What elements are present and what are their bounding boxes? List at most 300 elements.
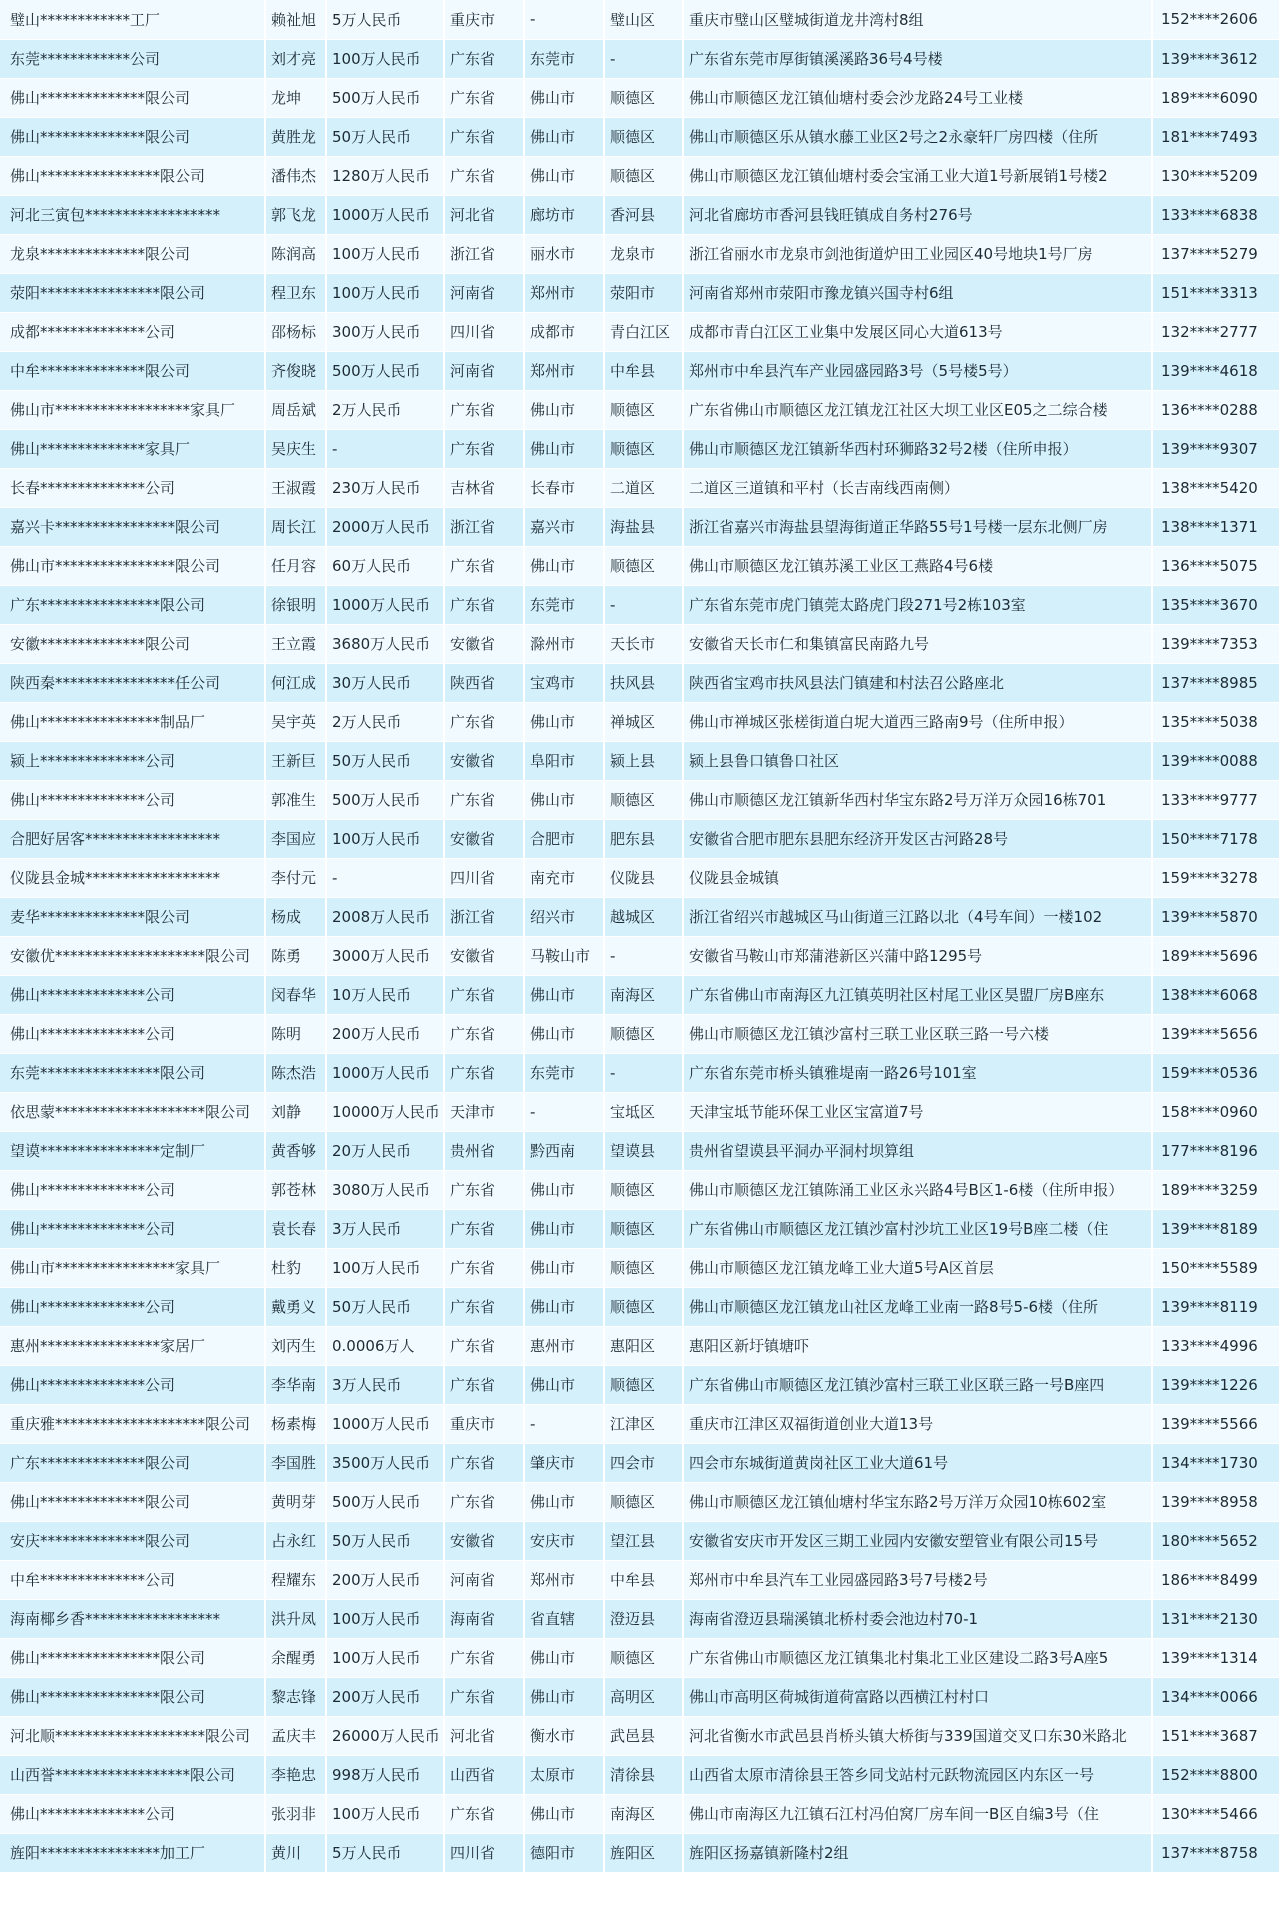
registered-capital-cell: 230万人民币 <box>326 468 444 507</box>
legal-rep-cell: 刘才亮 <box>265 39 326 78</box>
registered-capital-cell: 300万人民币 <box>326 312 444 351</box>
table-row <box>0 1833 1280 1872</box>
registered-capital-cell: 3080万人民币 <box>326 1170 444 1209</box>
province-cell: 安徽省 <box>444 819 524 858</box>
city-cell: 佛山市 <box>524 390 604 429</box>
city-cell: - <box>524 0 604 39</box>
phone-cell: 133****6838 <box>1152 195 1280 234</box>
phone-cell: 189****6090 <box>1152 78 1280 117</box>
table-row <box>0 1326 1280 1365</box>
company-name-cell: 佛山****************限公司 <box>0 156 265 195</box>
district-cell: 顺德区 <box>604 1170 683 1209</box>
registered-capital-cell: 30万人民币 <box>326 663 444 702</box>
registered-capital-cell: 50万人民币 <box>326 1521 444 1560</box>
phone-cell: 133****4996 <box>1152 1326 1280 1365</box>
company-name-cell: 佛山市****************限公司 <box>0 546 265 585</box>
district-cell: - <box>604 39 683 78</box>
district-cell: 清徐县 <box>604 1755 683 1794</box>
company-name-cell: 麦华**************限公司 <box>0 897 265 936</box>
phone-cell: 139****1314 <box>1152 1638 1280 1677</box>
address-cell: 广东省东莞市厚街镇溪溪路36号4号楼 <box>683 39 1152 78</box>
address-cell: 广东省佛山市顺德区龙江镇沙富村沙坑工业区19号B座二楼（住 <box>683 1209 1152 1248</box>
province-cell: 广东省 <box>444 429 524 468</box>
table-row <box>0 1248 1280 1287</box>
province-cell: 广东省 <box>444 117 524 156</box>
company-name-cell: 佛山**************公司 <box>0 1014 265 1053</box>
phone-cell: 137****8985 <box>1152 663 1280 702</box>
address-cell: 佛山市顺德区龙江镇苏溪工业区工燕路4号6楼 <box>683 546 1152 585</box>
district-cell: 扶风县 <box>604 663 683 702</box>
district-cell: 香河县 <box>604 195 683 234</box>
district-cell: 顺德区 <box>604 780 683 819</box>
table-row <box>0 1521 1280 1560</box>
address-cell: 二道区三道镇和平村（长吉南线西南侧） <box>683 468 1152 507</box>
company-name-cell: 成都**************公司 <box>0 312 265 351</box>
registered-capital-cell: 100万人民币 <box>326 39 444 78</box>
city-cell: 佛山市 <box>524 1482 604 1521</box>
city-cell: 阜阳市 <box>524 741 604 780</box>
legal-rep-cell: 占永红 <box>265 1521 326 1560</box>
province-cell: 浙江省 <box>444 897 524 936</box>
legal-rep-cell: 邵杨标 <box>265 312 326 351</box>
table-row <box>0 156 1280 195</box>
address-cell: 四会市东城街道黄岗社区工业大道61号 <box>683 1443 1152 1482</box>
legal-rep-cell: 周长江 <box>265 507 326 546</box>
province-cell: 重庆市 <box>444 1404 524 1443</box>
province-cell: 广东省 <box>444 156 524 195</box>
table-row <box>0 1755 1280 1794</box>
legal-rep-cell: 余醒勇 <box>265 1638 326 1677</box>
table-row <box>0 975 1280 1014</box>
district-cell: 越城区 <box>604 897 683 936</box>
legal-rep-cell: 吴庆生 <box>265 429 326 468</box>
phone-cell: 139****0088 <box>1152 741 1280 780</box>
province-cell: 安徽省 <box>444 624 524 663</box>
legal-rep-cell: 程耀东 <box>265 1560 326 1599</box>
legal-rep-cell: 任月容 <box>265 546 326 585</box>
phone-cell: 152****2606 <box>1152 0 1280 39</box>
district-cell: 中牟县 <box>604 351 683 390</box>
registered-capital-cell: 1280万人民币 <box>326 156 444 195</box>
phone-cell: 139****9307 <box>1152 429 1280 468</box>
address-cell: 佛山市顺德区龙江镇龙山社区龙峰工业南一路8号5-6楼（住所 <box>683 1287 1152 1326</box>
registered-capital-cell: 200万人民币 <box>326 1014 444 1053</box>
table-row <box>0 546 1280 585</box>
address-cell: 佛山市高明区荷城街道荷富路以西横江村村口 <box>683 1677 1152 1716</box>
district-cell: 四会市 <box>604 1443 683 1482</box>
province-cell: 广东省 <box>444 1443 524 1482</box>
city-cell: 滁州市 <box>524 624 604 663</box>
table-row <box>0 234 1280 273</box>
company-name-cell: 佛山市******************家具厂 <box>0 390 265 429</box>
district-cell: 顺德区 <box>604 78 683 117</box>
phone-cell: 186****8499 <box>1152 1560 1280 1599</box>
city-cell: 东莞市 <box>524 585 604 624</box>
legal-rep-cell: 孟庆丰 <box>265 1716 326 1755</box>
province-cell: 陕西省 <box>444 663 524 702</box>
address-cell: 陕西省宝鸡市扶风县法门镇建和村法召公路座北 <box>683 663 1152 702</box>
city-cell: 长春市 <box>524 468 604 507</box>
company-name-cell: 海南椰乡香****************** <box>0 1599 265 1638</box>
district-cell: 顺德区 <box>604 1287 683 1326</box>
city-cell: 佛山市 <box>524 1287 604 1326</box>
table-row <box>0 1560 1280 1599</box>
registered-capital-cell: 100万人民币 <box>326 1248 444 1287</box>
legal-rep-cell: 何江成 <box>265 663 326 702</box>
phone-cell: 139****8119 <box>1152 1287 1280 1326</box>
district-cell: - <box>604 936 683 975</box>
registered-capital-cell: 2万人民币 <box>326 702 444 741</box>
address-cell: 佛山市顺德区龙江镇仙塘村委会宝涌工业大道1号新展销1号楼2 <box>683 156 1152 195</box>
table-row <box>0 273 1280 312</box>
company-name-cell: 安庆**************限公司 <box>0 1521 265 1560</box>
province-cell: 广东省 <box>444 1326 524 1365</box>
district-cell: 顺德区 <box>604 1248 683 1287</box>
table-row <box>0 858 1280 897</box>
province-cell: 广东省 <box>444 1209 524 1248</box>
address-cell: 安徽省马鞍山市郑蒲港新区兴蒲中路1295号 <box>683 936 1152 975</box>
company-name-cell: 颍上**************公司 <box>0 741 265 780</box>
province-cell: 广东省 <box>444 702 524 741</box>
phone-cell: 151****3313 <box>1152 273 1280 312</box>
province-cell: 广东省 <box>444 975 524 1014</box>
company-name-cell: 佛山**************公司 <box>0 780 265 819</box>
province-cell: 河南省 <box>444 1560 524 1599</box>
legal-rep-cell: 郭苍林 <box>265 1170 326 1209</box>
phone-cell: 135****3670 <box>1152 585 1280 624</box>
district-cell: - <box>604 585 683 624</box>
phone-cell: 136****0288 <box>1152 390 1280 429</box>
table-row <box>0 1365 1280 1404</box>
company-name-cell: 望谟****************定制厂 <box>0 1131 265 1170</box>
address-cell: 山西省太原市清徐县王答乡同戈站村元跃物流园区内东区一号 <box>683 1755 1152 1794</box>
district-cell: 顺德区 <box>604 546 683 585</box>
city-cell: 安庆市 <box>524 1521 604 1560</box>
district-cell: 顺德区 <box>604 1638 683 1677</box>
table-row <box>0 312 1280 351</box>
table-row <box>0 897 1280 936</box>
province-cell: 浙江省 <box>444 507 524 546</box>
province-cell: 广东省 <box>444 780 524 819</box>
district-cell: 澄迈县 <box>604 1599 683 1638</box>
legal-rep-cell: 程卫东 <box>265 273 326 312</box>
registered-capital-cell: 500万人民币 <box>326 78 444 117</box>
legal-rep-cell: 黄明芽 <box>265 1482 326 1521</box>
address-cell: 安徽省天长市仁和集镇富民南路九号 <box>683 624 1152 663</box>
registered-capital-cell: 1000万人民币 <box>326 195 444 234</box>
company-name-cell: 山西誉******************限公司 <box>0 1755 265 1794</box>
province-cell: 广东省 <box>444 1365 524 1404</box>
district-cell: 顺德区 <box>604 117 683 156</box>
table-row <box>0 1443 1280 1482</box>
city-cell: 佛山市 <box>524 780 604 819</box>
registered-capital-cell: 5万人民币 <box>326 1833 444 1872</box>
province-cell: 四川省 <box>444 1833 524 1872</box>
company-name-cell: 佛山****************限公司 <box>0 1638 265 1677</box>
company-name-cell: 佛山**************限公司 <box>0 117 265 156</box>
legal-rep-cell: 张羽非 <box>265 1794 326 1833</box>
table-row <box>0 663 1280 702</box>
registered-capital-cell: 2008万人民币 <box>326 897 444 936</box>
table-row <box>0 585 1280 624</box>
district-cell: 高明区 <box>604 1677 683 1716</box>
registered-capital-cell: 0.0006万人 <box>326 1326 444 1365</box>
city-cell: 佛山市 <box>524 1638 604 1677</box>
address-cell: 贵州省望谟县平洞办平洞村坝算组 <box>683 1131 1152 1170</box>
registered-capital-cell: 50万人民币 <box>326 1287 444 1326</box>
province-cell: 安徽省 <box>444 936 524 975</box>
address-cell: 重庆市璧山区璧城街道龙井湾村8组 <box>683 0 1152 39</box>
address-cell: 安徽省安庆市开发区三期工业园内安徽安塑管业有限公司15号 <box>683 1521 1152 1560</box>
table-row <box>0 1482 1280 1521</box>
phone-cell: 137****5279 <box>1152 234 1280 273</box>
company-name-cell: 河北顺********************限公司 <box>0 1716 265 1755</box>
province-cell: 广东省 <box>444 1638 524 1677</box>
table-row <box>0 351 1280 390</box>
legal-rep-cell: 刘静 <box>265 1092 326 1131</box>
registered-capital-cell: 10万人民币 <box>326 975 444 1014</box>
city-cell: 东莞市 <box>524 39 604 78</box>
district-cell: 荥阳市 <box>604 273 683 312</box>
phone-cell: 189****3259 <box>1152 1170 1280 1209</box>
registered-capital-cell: 500万人民币 <box>326 351 444 390</box>
legal-rep-cell: 陈勇 <box>265 936 326 975</box>
registered-capital-cell: 50万人民币 <box>326 117 444 156</box>
phone-cell: 180****5652 <box>1152 1521 1280 1560</box>
legal-rep-cell: 龙坤 <box>265 78 326 117</box>
city-cell: 合肥市 <box>524 819 604 858</box>
district-cell: 中牟县 <box>604 1560 683 1599</box>
company-name-cell: 龙泉**************限公司 <box>0 234 265 273</box>
legal-rep-cell: 洪升凤 <box>265 1599 326 1638</box>
city-cell: 郑州市 <box>524 273 604 312</box>
table-row <box>0 117 1280 156</box>
phone-cell: 134****0066 <box>1152 1677 1280 1716</box>
city-cell: 佛山市 <box>524 1209 604 1248</box>
company-name-cell: 广东****************限公司 <box>0 585 265 624</box>
province-cell: 河南省 <box>444 273 524 312</box>
district-cell: 二道区 <box>604 468 683 507</box>
company-name-cell: 依思蒙********************限公司 <box>0 1092 265 1131</box>
table-row <box>0 1287 1280 1326</box>
address-cell: 佛山市顺德区龙江镇陈涌工业区永兴路4号B区1-6楼（住所申报） <box>683 1170 1152 1209</box>
legal-rep-cell: 杜豹 <box>265 1248 326 1287</box>
district-cell: 肥东县 <box>604 819 683 858</box>
city-cell: 南充市 <box>524 858 604 897</box>
address-cell: 佛山市禅城区张槎街道白坭大道西三路南9号（住所申报） <box>683 702 1152 741</box>
legal-rep-cell: 袁长春 <box>265 1209 326 1248</box>
company-name-cell: 安徽优********************限公司 <box>0 936 265 975</box>
city-cell: 佛山市 <box>524 156 604 195</box>
legal-rep-cell: 郭飞龙 <box>265 195 326 234</box>
district-cell: 顺德区 <box>604 156 683 195</box>
legal-rep-cell: 赖祉旭 <box>265 0 326 39</box>
registered-capital-cell: 2000万人民币 <box>326 507 444 546</box>
city-cell: 佛山市 <box>524 546 604 585</box>
address-cell: 浙江省嘉兴市海盐县望海街道正华路55号1号楼一层东北侧厂房 <box>683 507 1152 546</box>
address-cell: 佛山市顺德区龙江镇沙富村三联工业区联三路一号六楼 <box>683 1014 1152 1053</box>
address-cell: 佛山市顺德区龙江镇新华西村环狮路32号2楼（住所申报） <box>683 429 1152 468</box>
table-row <box>0 468 1280 507</box>
company-name-cell: 璧山************工厂 <box>0 0 265 39</box>
company-name-cell: 合肥好居客****************** <box>0 819 265 858</box>
district-cell: 顺德区 <box>604 1209 683 1248</box>
table-row <box>0 39 1280 78</box>
company-name-cell: 广东**************限公司 <box>0 1443 265 1482</box>
table-row <box>0 195 1280 234</box>
district-cell: 旌阳区 <box>604 1833 683 1872</box>
phone-cell: 138****6068 <box>1152 975 1280 1014</box>
address-cell: 佛山市南海区九江镇石江村冯伯窝厂房车间一B区自编3号（住 <box>683 1794 1152 1833</box>
province-cell: 河北省 <box>444 195 524 234</box>
district-cell: - <box>604 1053 683 1092</box>
address-cell: 浙江省丽水市龙泉市剑池街道炉田工业园区40号地块1号厂房 <box>683 234 1152 273</box>
table-row <box>0 1209 1280 1248</box>
phone-cell: 150****5589 <box>1152 1248 1280 1287</box>
city-cell: 廊坊市 <box>524 195 604 234</box>
table-row <box>0 1092 1280 1131</box>
legal-rep-cell: 吴宇英 <box>265 702 326 741</box>
company-name-cell: 旌阳****************加工厂 <box>0 1833 265 1872</box>
address-cell: 广东省佛山市顺德区龙江镇集北村集北工业区建设二路3号A座5 <box>683 1638 1152 1677</box>
table-row <box>0 390 1280 429</box>
province-cell: 四川省 <box>444 858 524 897</box>
phone-cell: 135****5038 <box>1152 702 1280 741</box>
address-cell: 广东省佛山市顺德区龙江镇龙江社区大坝工业区E05之二综合楼 <box>683 390 1152 429</box>
phone-cell: 139****4618 <box>1152 351 1280 390</box>
address-cell: 颍上县鲁口镇鲁口社区 <box>683 741 1152 780</box>
company-name-cell: 东莞****************限公司 <box>0 1053 265 1092</box>
city-cell: 马鞍山市 <box>524 936 604 975</box>
district-cell: 顺德区 <box>604 1365 683 1404</box>
company-name-cell: 佛山**************限公司 <box>0 78 265 117</box>
phone-cell: 133****9777 <box>1152 780 1280 819</box>
phone-cell: 151****3687 <box>1152 1716 1280 1755</box>
registered-capital-cell: 5万人民币 <box>326 0 444 39</box>
registered-capital-cell: 2万人民币 <box>326 390 444 429</box>
district-cell: 武邑县 <box>604 1716 683 1755</box>
registered-capital-cell: 500万人民币 <box>326 1482 444 1521</box>
phone-cell: 138****1371 <box>1152 507 1280 546</box>
registered-capital-cell: 3680万人民币 <box>326 624 444 663</box>
address-cell: 佛山市顺德区龙江镇仙塘村委会沙龙路24号工业楼 <box>683 78 1152 117</box>
table-row <box>0 1716 1280 1755</box>
province-cell: 广东省 <box>444 1287 524 1326</box>
table-row <box>0 624 1280 663</box>
province-cell: 贵州省 <box>444 1131 524 1170</box>
table-row <box>0 1014 1280 1053</box>
legal-rep-cell: 刘丙生 <box>265 1326 326 1365</box>
city-cell: 东莞市 <box>524 1053 604 1092</box>
address-cell: 旌阳区扬嘉镇新隆村2组 <box>683 1833 1152 1872</box>
table-row <box>0 819 1280 858</box>
address-cell: 安徽省合肥市肥东县肥东经济开发区古河路28号 <box>683 819 1152 858</box>
province-cell: 安徽省 <box>444 741 524 780</box>
table-row <box>0 1599 1280 1638</box>
registered-capital-cell: - <box>326 858 444 897</box>
city-cell: 佛山市 <box>524 975 604 1014</box>
table-row <box>0 429 1280 468</box>
province-cell: 广东省 <box>444 546 524 585</box>
province-cell: 吉林省 <box>444 468 524 507</box>
district-cell: 南海区 <box>604 1794 683 1833</box>
province-cell: 广东省 <box>444 1482 524 1521</box>
table-row <box>0 507 1280 546</box>
legal-rep-cell: 闵春华 <box>265 975 326 1014</box>
city-cell: - <box>524 1092 604 1131</box>
company-name-cell: 河北三寅包****************** <box>0 195 265 234</box>
district-cell: 望江县 <box>604 1521 683 1560</box>
company-name-cell: 佛山**************公司 <box>0 1170 265 1209</box>
company-name-cell: 中牟**************公司 <box>0 1560 265 1599</box>
province-cell: 广东省 <box>444 1677 524 1716</box>
address-cell: 佛山市顺德区乐从镇水藤工业区2号之2永豪轩厂房四楼（住所 <box>683 117 1152 156</box>
address-cell: 佛山市顺德区龙江镇龙峰工业大道5号A区首层 <box>683 1248 1152 1287</box>
legal-rep-cell: 陈杰浩 <box>265 1053 326 1092</box>
company-name-cell: 佛山**************公司 <box>0 1794 265 1833</box>
address-cell: 惠阳区新圩镇塘吓 <box>683 1326 1152 1365</box>
city-cell: 衡水市 <box>524 1716 604 1755</box>
address-cell: 仪陇县金城镇 <box>683 858 1152 897</box>
city-cell: 佛山市 <box>524 702 604 741</box>
province-cell: 广东省 <box>444 78 524 117</box>
phone-cell: 159****0536 <box>1152 1053 1280 1092</box>
table-row <box>0 1131 1280 1170</box>
province-cell: 天津市 <box>444 1092 524 1131</box>
table-row <box>0 0 1280 39</box>
registered-capital-cell: 20万人民币 <box>326 1131 444 1170</box>
address-cell: 重庆市江津区双福街道创业大道13号 <box>683 1404 1152 1443</box>
address-cell: 河北省衡水市武邑县肖桥头镇大桥街与339国道交叉口东30米路北 <box>683 1716 1152 1755</box>
district-cell: 江津区 <box>604 1404 683 1443</box>
legal-rep-cell: 黄川 <box>265 1833 326 1872</box>
legal-rep-cell: 杨素梅 <box>265 1404 326 1443</box>
phone-cell: 139****8958 <box>1152 1482 1280 1521</box>
legal-rep-cell: 王淑霞 <box>265 468 326 507</box>
province-cell: 海南省 <box>444 1599 524 1638</box>
address-cell: 成都市青白江区工业集中发展区同心大道613号 <box>683 312 1152 351</box>
province-cell: 广东省 <box>444 1053 524 1092</box>
phone-cell: 132****2777 <box>1152 312 1280 351</box>
district-cell: 顺德区 <box>604 1482 683 1521</box>
legal-rep-cell: 黎志锋 <box>265 1677 326 1716</box>
phone-cell: 139****5870 <box>1152 897 1280 936</box>
district-cell: 颍上县 <box>604 741 683 780</box>
company-name-cell: 佛山**************公司 <box>0 975 265 1014</box>
company-name-cell: 佛山****************限公司 <box>0 1677 265 1716</box>
registered-capital-cell: - <box>326 429 444 468</box>
legal-rep-cell: 李国应 <box>265 819 326 858</box>
province-cell: 广东省 <box>444 1248 524 1287</box>
registered-capital-cell: 3万人民币 <box>326 1209 444 1248</box>
company-name-cell: 佛山****************制品厂 <box>0 702 265 741</box>
registered-capital-cell: 1000万人民币 <box>326 1404 444 1443</box>
company-name-cell: 陕西秦****************任公司 <box>0 663 265 702</box>
table-row <box>0 1794 1280 1833</box>
district-cell: 龙泉市 <box>604 234 683 273</box>
phone-cell: 130****5209 <box>1152 156 1280 195</box>
legal-rep-cell: 齐俊晓 <box>265 351 326 390</box>
phone-cell: 139****5656 <box>1152 1014 1280 1053</box>
city-cell: 黔西南 <box>524 1131 604 1170</box>
city-cell: 太原市 <box>524 1755 604 1794</box>
legal-rep-cell: 陈润高 <box>265 234 326 273</box>
company-name-cell: 长春**************公司 <box>0 468 265 507</box>
address-cell: 佛山市顺德区龙江镇新华西村华宝东路2号万洋万众园16栋701 <box>683 780 1152 819</box>
company-name-cell: 东莞************公司 <box>0 39 265 78</box>
city-cell: 佛山市 <box>524 117 604 156</box>
registered-capital-cell: 3500万人民币 <box>326 1443 444 1482</box>
